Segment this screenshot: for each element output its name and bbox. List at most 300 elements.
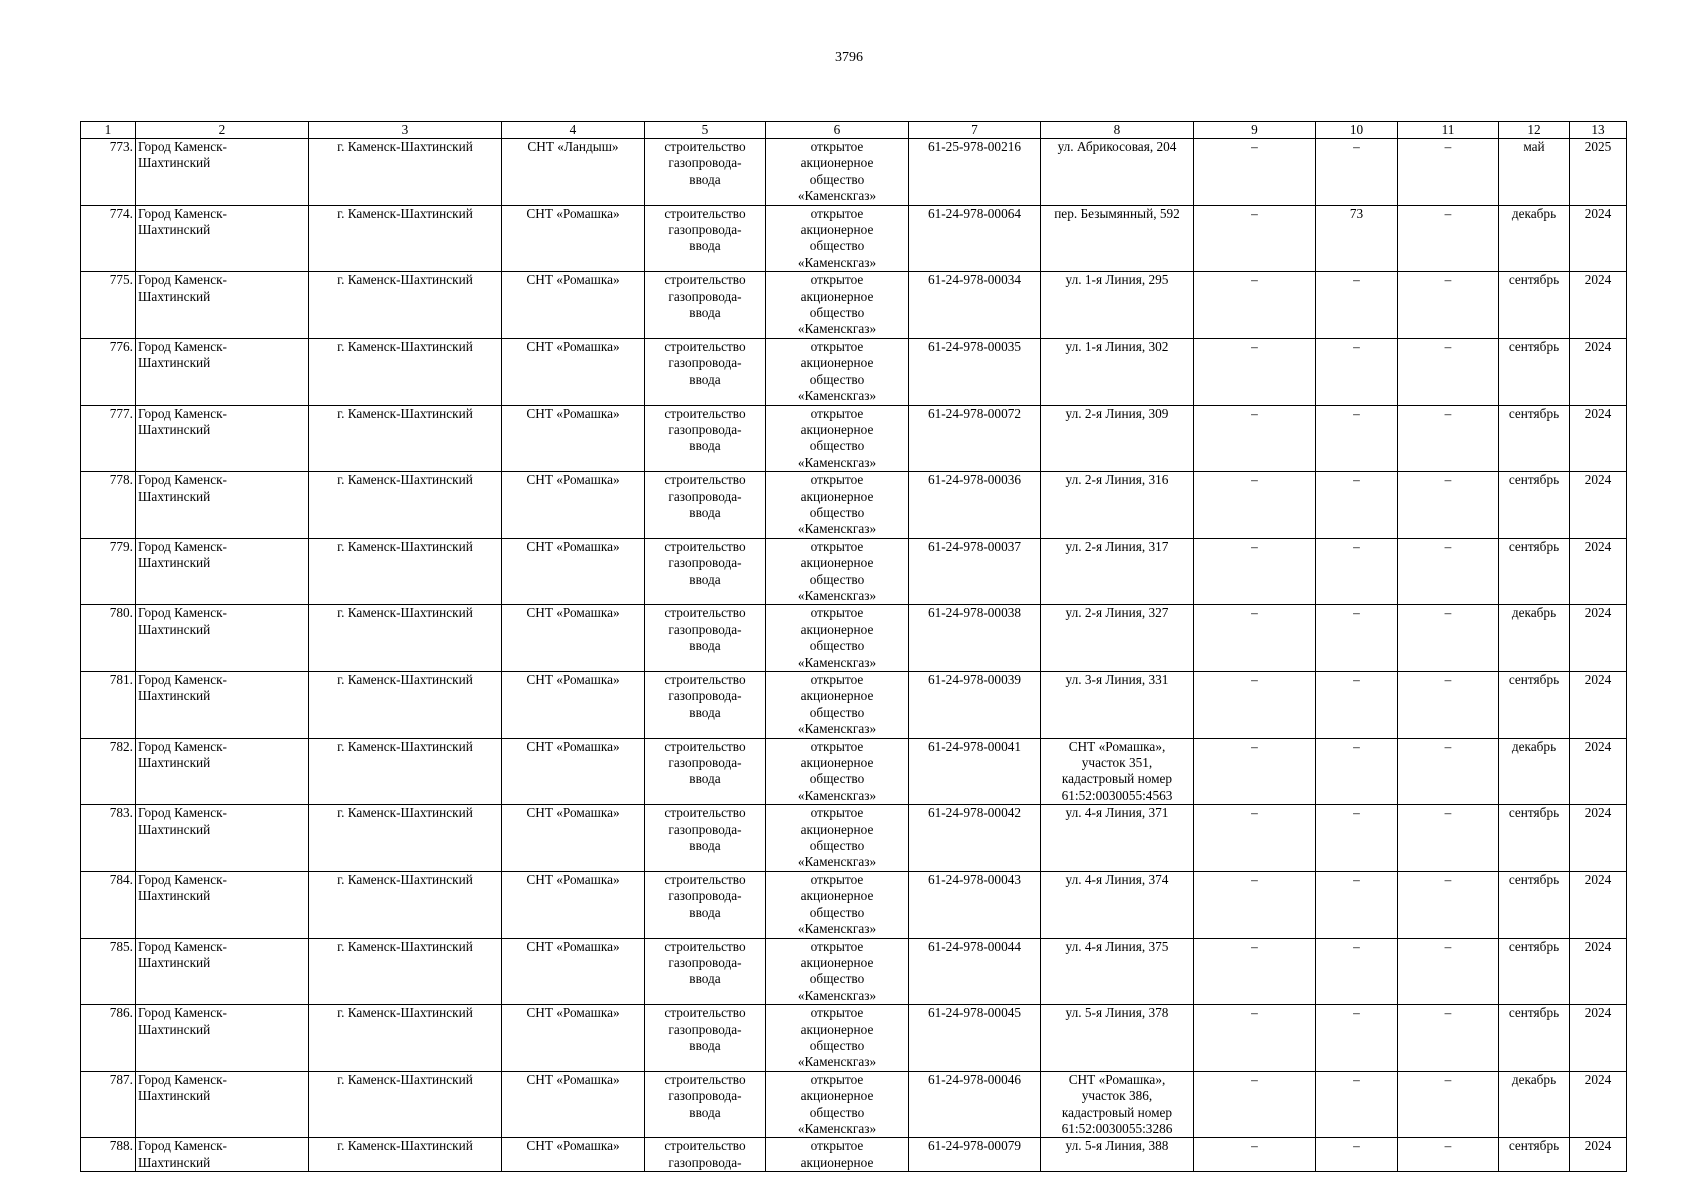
address-cell [1041,672,1194,739]
locality-cell: СНТ «Ромашка» [502,605,645,672]
organization-cell-line: общество [809,504,865,520]
locality-cell: СНТ «Ромашка» [502,338,645,405]
year-cell: 2024 [1570,538,1627,605]
column-9-cell: – [1194,738,1316,805]
address-cell [1041,805,1194,872]
settlement-cell: г. Каменск-Шахтинский [309,538,502,605]
organization-cell [766,738,909,805]
column-9-cell: – [1194,672,1316,739]
work-type-cell-line: ввода [689,238,721,254]
code-cell: 61-24-978-00064 [909,205,1041,272]
municipality-cell-line: Город Каменск- [138,805,227,821]
year-cell: 2024 [1570,672,1627,739]
work-type-cell-line: строительство [664,472,746,488]
municipality-cell-line: Город Каменск- [138,538,227,554]
municipality-cell-line: Город Каменск- [138,672,227,687]
work-type-cell [645,338,766,405]
column-9-cell: – [1194,871,1316,938]
work-type-cell-line: ввода [689,171,721,187]
page-number: 3796 [835,50,863,65]
organization-cell [766,472,909,539]
municipality-cell [136,1005,309,1072]
municipality-cell-line: Город Каменск- [138,205,227,221]
row-number: 773. [81,139,136,206]
year-cell: 2024 [1570,405,1627,472]
month-cell: сентябрь [1499,338,1570,405]
column-11-cell: – [1398,871,1499,938]
municipality-cell-line: Шахтинский [138,155,211,171]
municipality-cell-line: Город Каменск- [138,738,227,754]
municipality-cell [136,1071,309,1138]
work-type-cell-line: строительство [664,205,746,221]
municipality-cell [136,805,309,872]
column-10-cell: – [1316,871,1398,938]
address-cell [1041,205,1194,272]
address-cell-line: СНТ «Ромашка», [1068,1071,1166,1087]
column-header: 1 [81,122,136,139]
locality-cell: СНТ «Ромашка» [502,938,645,1005]
code-cell: 61-24-978-00072 [909,405,1041,472]
address-cell [1041,472,1194,539]
organization-cell-line: открытое [810,938,864,954]
column-header: 13 [1570,122,1627,139]
organization-cell [766,672,909,739]
municipality-cell-line: Город Каменск- [138,405,227,421]
work-type-cell-line: ввода [689,1037,721,1053]
year-cell: 2024 [1570,871,1627,938]
settlement-cell: г. Каменск-Шахтинский [309,472,502,539]
month-cell: декабрь [1499,205,1570,272]
locality-cell: СНТ «Ландыш» [502,139,645,206]
code-cell: 61-24-978-00079 [909,1138,1041,1172]
table-row [81,139,1627,206]
organization-cell [766,1005,909,1072]
column-11-cell: – [1398,938,1499,1005]
work-type-cell-line: ввода [689,771,721,787]
work-type-cell [645,1005,766,1072]
settlement-cell: г. Каменск-Шахтинский [309,1005,502,1072]
year-cell: 2024 [1570,272,1627,339]
settlement-cell: г. Каменск-Шахтинский [309,405,502,472]
table-row [81,205,1627,272]
column-11-cell: – [1398,338,1499,405]
settlement-cell: г. Каменск-Шахтинский [309,871,502,938]
municipality-cell [136,338,309,405]
column-header: 9 [1194,122,1316,139]
locality-cell: СНТ «Ромашка» [502,272,645,339]
row-number: 774. [81,205,136,272]
organization-cell-line: открытое [810,338,864,354]
year-cell: 2024 [1570,738,1627,805]
organization-cell-line: «Каменскгаз» [797,654,877,670]
month-cell: сентябрь [1499,472,1570,539]
table-row [81,672,1627,739]
year-cell: 2024 [1570,1138,1627,1172]
address-cell-line: ул. 2-я Линия, 309 [1065,405,1169,421]
municipality-cell [136,205,309,272]
column-9-cell: – [1194,205,1316,272]
settlement-cell: г. Каменск-Шахтинский [309,672,502,739]
address-cell [1041,538,1194,605]
locality-cell: СНТ «Ромашка» [502,205,645,272]
work-type-cell [645,538,766,605]
work-type-cell-line: строительство [664,605,746,621]
row-number: 786. [81,1005,136,1072]
column-9-cell: – [1194,472,1316,539]
organization-cell [766,1071,909,1138]
column-number-row [81,122,1627,139]
municipality-cell-line: Город Каменск- [138,1071,227,1087]
organization-cell-line: общество [809,571,865,587]
column-header: 11 [1398,122,1499,139]
address-cell [1041,272,1194,339]
work-type-cell-line: ввода [689,571,721,587]
work-type-cell-line: газопровода- [668,1021,742,1037]
organization-cell-line: «Каменскгаз» [797,254,877,270]
work-type-cell [645,205,766,272]
work-type-cell-line: газопровода- [668,222,742,238]
work-type-cell-line: ввода [689,838,721,854]
organization-cell [766,1138,909,1172]
municipality-cell-line: Шахтинский [138,1088,211,1104]
address-cell-line: ул. Абрикосовая, 204 [1057,139,1177,154]
column-9-cell: – [1194,538,1316,605]
locality-cell: СНТ «Ромашка» [502,871,645,938]
work-type-cell-line: строительство [664,938,746,954]
organization-cell-line: акционерное [800,222,874,238]
column-10-cell: – [1316,1005,1398,1072]
address-cell-line: участок 351, [1081,755,1153,771]
column-9-cell: – [1194,139,1316,206]
address-cell [1041,1005,1194,1072]
work-type-cell-line: строительство [664,405,746,421]
organization-cell-line: открытое [810,139,864,154]
settlement-cell: г. Каменск-Шахтинский [309,805,502,872]
organization-cell-line: общество [809,305,865,321]
work-type-cell [645,272,766,339]
table-row [81,472,1627,539]
column-11-cell: – [1398,1138,1499,1172]
organization-cell-line: общество [809,371,865,387]
organization-cell-line: акционерное [800,1154,874,1170]
organization-cell-line: открытое [810,1071,864,1087]
work-type-cell-line: строительство [664,538,746,554]
month-cell: сентябрь [1499,1138,1570,1172]
column-11-cell: – [1398,738,1499,805]
work-type-cell-line: ввода [689,638,721,654]
month-cell: сентябрь [1499,538,1570,605]
row-number: 785. [81,938,136,1005]
organization-cell-line: открытое [810,871,864,887]
code-cell: 61-24-978-00035 [909,338,1041,405]
table-row [81,605,1627,672]
municipality-cell-line: Город Каменск- [138,139,227,154]
organization-cell-line: акционерное [800,821,874,837]
organization-cell-line: акционерное [800,555,874,571]
address-cell-line: ул. 2-я Линия, 317 [1065,538,1169,554]
organization-cell [766,139,909,206]
municipality-cell-line: Шахтинский [138,954,211,970]
organization-cell-line: открытое [810,738,864,754]
month-cell: сентябрь [1499,1005,1570,1072]
column-10-cell: – [1316,1071,1398,1138]
column-11-cell: – [1398,205,1499,272]
address-cell-line: 61:52:0030055:3286 [1061,1120,1173,1136]
column-11-cell: – [1398,139,1499,206]
row-number: 782. [81,738,136,805]
column-header: 3 [309,122,502,139]
year-cell: 2024 [1570,605,1627,672]
work-type-cell [645,805,766,872]
organization-cell-line: общество [809,1104,865,1120]
work-type-cell-line: строительство [664,272,746,288]
column-11-cell: – [1398,805,1499,872]
table-row [81,338,1627,405]
organization-cell-line: общество [809,238,865,254]
organization-cell-line: «Каменскгаз» [797,721,877,737]
municipality-cell-line: Шахтинский [138,755,211,771]
organization-cell-line: акционерное [800,288,874,304]
code-cell: 61-24-978-00045 [909,1005,1041,1072]
table-row [81,1138,1627,1172]
work-type-cell-line: строительство [664,871,746,887]
column-10-cell: – [1316,139,1398,206]
work-type-cell-line: газопровода- [668,1088,742,1104]
row-number: 781. [81,672,136,739]
address-cell [1041,139,1194,206]
year-cell: 2024 [1570,1005,1627,1072]
address-cell [1041,338,1194,405]
address-cell-line: 61:52:0030055:4563 [1061,787,1173,803]
column-11-cell: – [1398,405,1499,472]
address-cell [1041,405,1194,472]
locality-cell: СНТ «Ромашка» [502,805,645,872]
column-9-cell: – [1194,338,1316,405]
month-cell: декабрь [1499,605,1570,672]
column-10-cell: – [1316,1138,1398,1172]
column-11-cell: – [1398,605,1499,672]
municipality-cell-line: Шахтинский [138,488,211,504]
year-cell: 2024 [1570,338,1627,405]
organization-cell-line: «Каменскгаз» [797,388,877,404]
work-type-cell-line: строительство [664,1071,746,1087]
municipality-cell-line: Город Каменск- [138,871,227,887]
organization-cell-line: открытое [810,605,864,621]
municipality-cell-line: Шахтинский [138,621,211,637]
organization-cell-line: «Каменскгаз» [797,321,877,337]
organization-cell-line: общество [809,438,865,454]
column-9-cell: – [1194,1071,1316,1138]
organization-cell-line: открытое [810,205,864,221]
code-cell: 61-24-978-00044 [909,938,1041,1005]
work-type-cell-line: газопровода- [668,421,742,437]
organization-cell [766,538,909,605]
work-type-cell-line: строительство [664,738,746,754]
municipality-cell-line: Шахтинский [138,821,211,837]
organization-cell-line: «Каменскгаз» [797,787,877,803]
column-9-cell: – [1194,405,1316,472]
locality-cell: СНТ «Ромашка» [502,738,645,805]
column-9-cell: – [1194,1138,1316,1172]
settlement-cell: г. Каменск-Шахтинский [309,605,502,672]
organization-cell-line: общество [809,1037,865,1053]
column-10-cell: – [1316,938,1398,1005]
column-10-cell: – [1316,338,1398,405]
code-cell: 61-24-978-00043 [909,871,1041,938]
work-type-cell [645,1138,766,1172]
municipality-cell-line: Шахтинский [138,688,211,704]
work-type-cell-line: строительство [664,338,746,354]
work-type-cell [645,139,766,206]
organization-cell-line: акционерное [800,1088,874,1104]
column-header: 4 [502,122,645,139]
organization-cell-line: «Каменскгаз» [797,854,877,870]
locality-cell: СНТ «Ромашка» [502,405,645,472]
organization-cell-line: «Каменскгаз» [797,454,877,470]
municipality-cell [136,738,309,805]
municipality-cell [136,405,309,472]
organization-cell-line: «Каменскгаз» [797,587,877,603]
column-10-cell: – [1316,672,1398,739]
row-number: 784. [81,871,136,938]
municipality-cell-line: Шахтинский [138,1154,211,1170]
row-number: 776. [81,338,136,405]
table-row [81,538,1627,605]
organization-cell-line: «Каменскгаз» [797,987,877,1003]
organization-cell-line: «Каменскгаз» [797,521,877,537]
work-type-cell-line: газопровода- [668,821,742,837]
organization-cell [766,338,909,405]
settlement-cell: г. Каменск-Шахтинский [309,1138,502,1172]
organization-cell-line: акционерное [800,621,874,637]
work-type-cell-line: газопровода- [668,355,742,371]
organization-cell-line: акционерное [800,1021,874,1037]
work-type-cell-line: строительство [664,672,746,687]
address-cell-line: пер. Безымянный, 592 [1054,205,1180,221]
work-type-cell [645,672,766,739]
column-header: 10 [1316,122,1398,139]
municipality-cell-line: Город Каменск- [138,938,227,954]
organization-cell-line: «Каменскгаз» [797,921,877,937]
table-row [81,405,1627,472]
column-11-cell: – [1398,538,1499,605]
row-number: 780. [81,605,136,672]
work-type-cell [645,738,766,805]
column-10-cell: – [1316,405,1398,472]
address-cell [1041,1138,1194,1172]
municipality-cell-line: Город Каменск- [138,338,227,354]
organization-cell-line: открытое [810,1138,864,1154]
work-type-cell-line: газопровода- [668,288,742,304]
column-header: 8 [1041,122,1194,139]
municipality-cell [136,538,309,605]
table-row [81,938,1627,1005]
month-cell: сентябрь [1499,405,1570,472]
municipality-cell-line: Шахтинский [138,222,211,238]
work-type-cell-line: ввода [689,504,721,520]
work-type-cell-line: ввода [689,1104,721,1120]
work-type-cell-line: ввода [689,438,721,454]
month-cell: сентябрь [1499,938,1570,1005]
organization-cell [766,205,909,272]
month-cell: сентябрь [1499,805,1570,872]
table-row [81,871,1627,938]
column-9-cell: – [1194,805,1316,872]
organization-cell-line: общество [809,704,865,720]
column-9-cell: – [1194,605,1316,672]
row-number: 775. [81,272,136,339]
year-cell: 2024 [1570,472,1627,539]
address-cell-line: кадастровый номер [1061,1104,1173,1120]
work-type-cell-line: ввода [689,971,721,987]
organization-cell-line: общество [809,838,865,854]
address-cell-line: ул. 4-я Линия, 371 [1065,805,1169,821]
year-cell: 2024 [1570,805,1627,872]
work-type-cell-line: ввода [689,305,721,321]
organization-cell-line: открытое [810,1005,864,1021]
column-10-cell: – [1316,272,1398,339]
year-cell: 2025 [1570,139,1627,206]
organization-cell-line: общество [809,171,865,187]
municipality-cell [136,472,309,539]
municipality-cell-line: Город Каменск- [138,472,227,488]
work-type-cell-line: ввода [689,371,721,387]
organization-cell-line: «Каменскгаз» [797,1054,877,1070]
work-type-cell [645,1071,766,1138]
settlement-cell: г. Каменск-Шахтинский [309,938,502,1005]
address-cell [1041,871,1194,938]
work-type-cell-line: газопровода- [668,888,742,904]
column-11-cell: – [1398,1005,1499,1072]
settlement-cell: г. Каменск-Шахтинский [309,272,502,339]
code-cell: 61-24-978-00037 [909,538,1041,605]
municipality-cell-line: Шахтинский [138,1021,211,1037]
locality-cell: СНТ «Ромашка» [502,1005,645,1072]
register-body [81,139,1627,1172]
address-cell-line: ул. 1-я Линия, 295 [1065,272,1169,288]
row-number: 787. [81,1071,136,1138]
row-number: 777. [81,405,136,472]
organization-cell-line: акционерное [800,421,874,437]
row-number: 788. [81,1138,136,1172]
work-type-cell [645,405,766,472]
organization-cell-line: открытое [810,538,864,554]
organization-cell-line: открытое [810,472,864,488]
column-10-cell: – [1316,738,1398,805]
organization-cell [766,605,909,672]
table-row [81,738,1627,805]
column-header: 6 [766,122,909,139]
municipality-cell [136,938,309,1005]
work-type-cell-line: строительство [664,139,746,154]
settlement-cell: г. Каменск-Шахтинский [309,738,502,805]
column-9-cell: – [1194,1005,1316,1072]
code-cell: 61-24-978-00046 [909,1071,1041,1138]
address-cell-line: ул. 2-я Линия, 316 [1065,472,1169,488]
address-cell-line: ул. 1-я Линия, 302 [1065,338,1169,354]
organization-cell-line: открытое [810,805,864,821]
column-10-cell: 73 [1316,205,1398,272]
organization-cell-line: общество [809,904,865,920]
column-10-cell: – [1316,805,1398,872]
work-type-cell-line: газопровода- [668,688,742,704]
municipality-cell [136,605,309,672]
municipality-cell [136,871,309,938]
organization-cell [766,805,909,872]
month-cell: сентябрь [1499,672,1570,739]
work-type-cell [645,605,766,672]
table-row [81,1005,1627,1072]
